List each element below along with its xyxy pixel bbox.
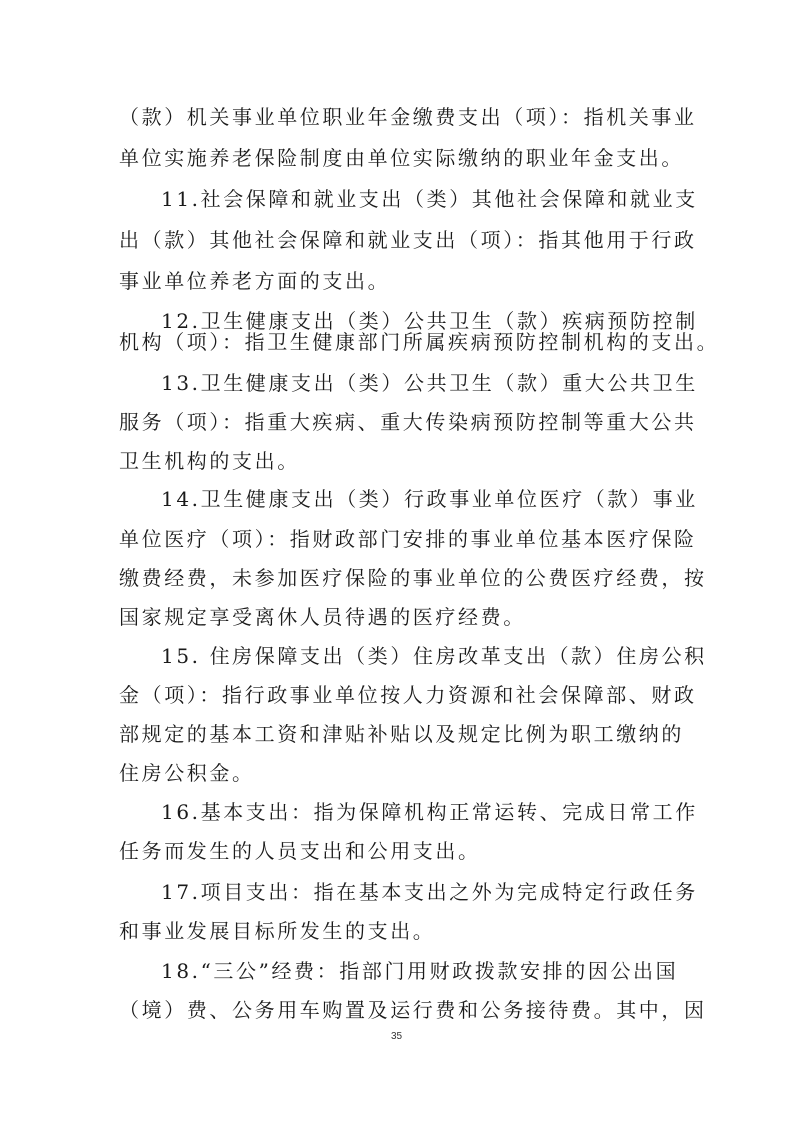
- text-line: 金（项）：指行政事业单位按人力资源和社会保障部、财政: [119, 683, 697, 707]
- text-line: 缴费经费，未参加医疗保险的事业单位的公费医疗经费，按: [119, 566, 707, 590]
- text-line: 服务（项）：指重大疾病、重大传染病预防控制等重大公共: [119, 410, 697, 434]
- text-line: 出（款）其他社会保障和就业支出（项）：指其他用于行政: [119, 228, 697, 252]
- text-line: （款）机关事业单位职业年金缴费支出（项）：指机关事业: [119, 105, 697, 129]
- text-line: 机构（项）：指卫生健康部门所属疾病预防控制机构的支出。: [119, 330, 720, 354]
- text-line: 18.“三公”经费：指部门用财政拨款安排的因公出国: [161, 959, 679, 983]
- text-line: 住房公积金。: [119, 761, 255, 785]
- text-line: 11.社会保障和就业支出（类）其他社会保障和就业支: [161, 187, 698, 211]
- text-line: 单位实施养老保险制度由单位实际缴纳的职业年金支出。: [119, 146, 684, 170]
- text-line: 单位医疗（项）：指财政部门安排的事业单位基本医疗保险: [119, 527, 697, 551]
- text-line: 13.卫生健康支出（类）公共卫生（款）重大公共卫生: [161, 371, 698, 395]
- text-line: （境）费、公务用车购置及运行费和公务接待费。其中，因: [119, 998, 707, 1022]
- text-line: 国家规定享受离休人员待遇的医疗经费。: [119, 605, 526, 629]
- text-line: 事业单位养老方面的支出。: [119, 269, 391, 293]
- text-line: 部规定的基本工资和津贴补贴以及规定比例为职工缴纳的: [119, 722, 684, 746]
- text-line: 17.项目支出：指在基本支出之外为完成特定行政任务: [161, 880, 698, 904]
- text-line: 15. 住房保障支出（类）住房改革支出（款）住房公积: [161, 644, 707, 668]
- text-line: 16.基本支出：指为保障机构正常运转、完成日常工作: [161, 800, 698, 824]
- text-line: 14.卫生健康支出（类）行政事业单位医疗（款）事业: [161, 487, 698, 511]
- text-line: 卫生机构的支出。: [119, 449, 300, 473]
- text-line: 任务而发生的人员支出和公用支出。: [119, 839, 481, 863]
- text-line: 12.卫生健康支出（类）公共卫生（款）疾病预防控制: [161, 309, 698, 333]
- page-number: 35: [390, 1031, 403, 1042]
- text-line: 和事业发展目标所发生的支出。: [119, 919, 436, 943]
